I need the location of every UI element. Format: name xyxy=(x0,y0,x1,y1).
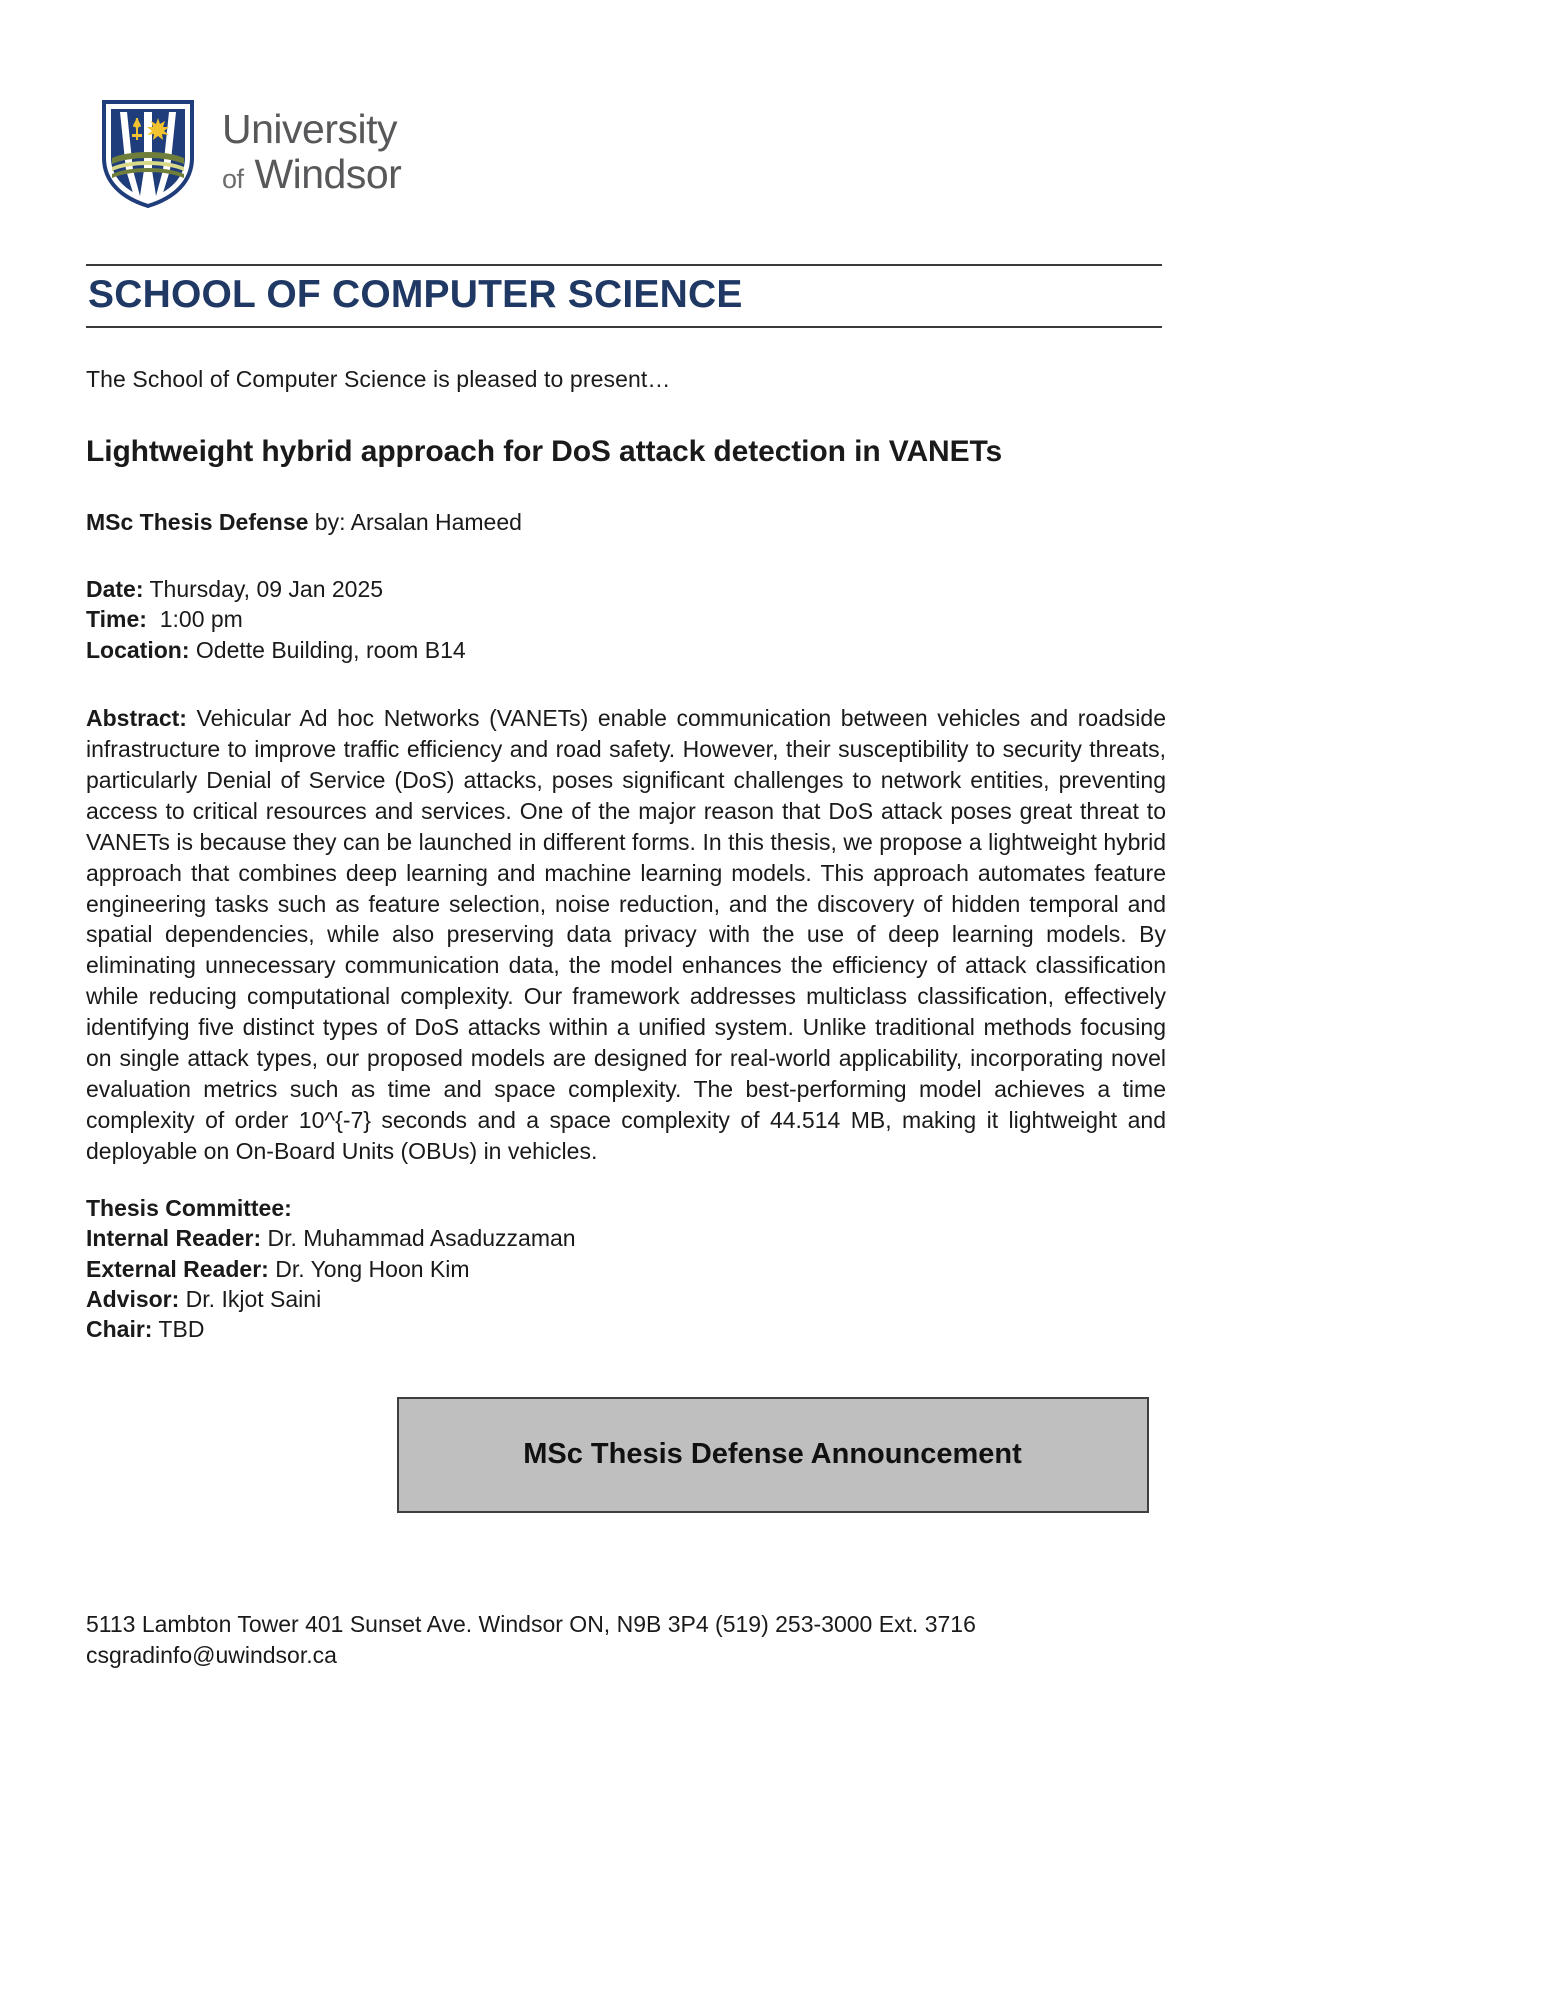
time-value: 1:00 pm xyxy=(146,606,243,633)
abstract-paragraph xyxy=(86,703,1166,1167)
abstract-label: Abstract: xyxy=(86,705,187,732)
announcement-banner-wrap xyxy=(86,1397,1459,1513)
announcement-banner xyxy=(397,1397,1149,1513)
committee-role-label: Internal Reader: xyxy=(86,1225,262,1252)
committee-member-name: Dr. Ikjot Saini xyxy=(179,1285,322,1312)
location-label: Location: xyxy=(86,636,190,663)
committee-member xyxy=(86,1284,1459,1314)
committee-role-label: Chair: xyxy=(86,1316,153,1343)
committee-heading-label: Thesis Committee: xyxy=(86,1194,292,1221)
author-name: Arsalan Hameed xyxy=(350,508,522,535)
byline-connector: by: xyxy=(308,508,351,535)
committee-member-name: Dr. Muhammad Asaduzzaman xyxy=(261,1225,576,1252)
event-details xyxy=(86,574,1459,665)
committee-member xyxy=(86,1254,1459,1284)
defense-type-label: MSc Thesis Defense xyxy=(86,508,309,535)
committee-member-name: TBD xyxy=(152,1316,205,1343)
thesis-byline xyxy=(86,509,1459,536)
event-location-row xyxy=(86,635,1459,665)
committee-role-label: External Reader: xyxy=(86,1255,269,1282)
thesis-title: Lightweight hybrid approach for DoS attack detection in VANETs xyxy=(86,434,1003,468)
location-value: Odette Building, room B14 xyxy=(189,636,466,663)
date-label: Date: xyxy=(86,575,144,602)
wordmark-of: of xyxy=(222,164,244,194)
date-value: Thursday, 09 Jan 2025 xyxy=(143,575,384,602)
time-label: Time: xyxy=(86,606,147,633)
event-date-row xyxy=(86,574,1459,604)
wordmark-university: University xyxy=(222,106,397,152)
announcement-banner-text: MSc Thesis Defense Announcement xyxy=(523,1438,1022,1471)
wordmark-windsor: Windsor xyxy=(254,151,402,197)
university-crest-icon xyxy=(100,96,196,208)
footer-contact xyxy=(86,1609,1459,1671)
intro-text: The School of Computer Science is pleased to present… xyxy=(86,365,671,392)
university-wordmark xyxy=(222,106,402,197)
committee-role-label: Advisor: xyxy=(86,1285,180,1312)
page-title: SCHOOL OF COMPUTER SCIENCE xyxy=(88,273,743,316)
abstract-body: Vehicular Ad hoc Networks (VANETs) enable communication between vehicles and roadside infrastructure to improve traffic efficiency and road safety. However, their susceptibility to security threats, particularly Denial of Service (DoS) attacks, poses significant challenges to network entities, preventing access to critical resources and services. One of the major reason that DoS attack poses great threat to VANETs is because they can be launched in different forms. In this thesis, we propose a lightweight hybrid approach that combines deep learning and machine learning models. This approach automates feature engineering tasks such as feature selection, noise reduction, and the discovery of hidden temporal and spatial dependencies, while also preserving data privacy with the use of deep learning models. By eliminating unnecessary communication data, the model enhances the efficiency of attack classification while reducing computational complexity. Our framework addresses multiclass classification, effectively identifying five distinct types of DoS attacks within a unified system. Unlike traditional methods focusing on single attack types, our proposed models are designed for real-world applicability, incorporating novel evaluation metrics such as time and space complexity. The best-performing model achieves a time complexity of order 10^{-7} seconds and a space complexity of 44.514 MB, making it lightweight and deployable on On-Board Units (OBUs) in vehicles. xyxy=(86,705,1166,1164)
committee-heading xyxy=(86,1193,1459,1223)
footer-email[interactable]: csgradinfo@uwindsor.ca xyxy=(86,1641,337,1668)
university-logo xyxy=(86,0,1459,212)
event-time-row xyxy=(86,604,1459,634)
committee-member-name: Dr. Yong Hoon Kim xyxy=(268,1255,470,1282)
header-rule-bottom xyxy=(86,326,1162,328)
committee-member xyxy=(86,1223,1459,1253)
footer-address: 5113 Lambton Tower 401 Sunset Ave. Windsor ON, N9B 3P4 (519) 253-3000 Ext. 3716 xyxy=(86,1610,976,1637)
thesis-committee xyxy=(86,1193,1459,1345)
wordmark-of-windsor xyxy=(222,151,402,197)
committee-member xyxy=(86,1314,1459,1344)
